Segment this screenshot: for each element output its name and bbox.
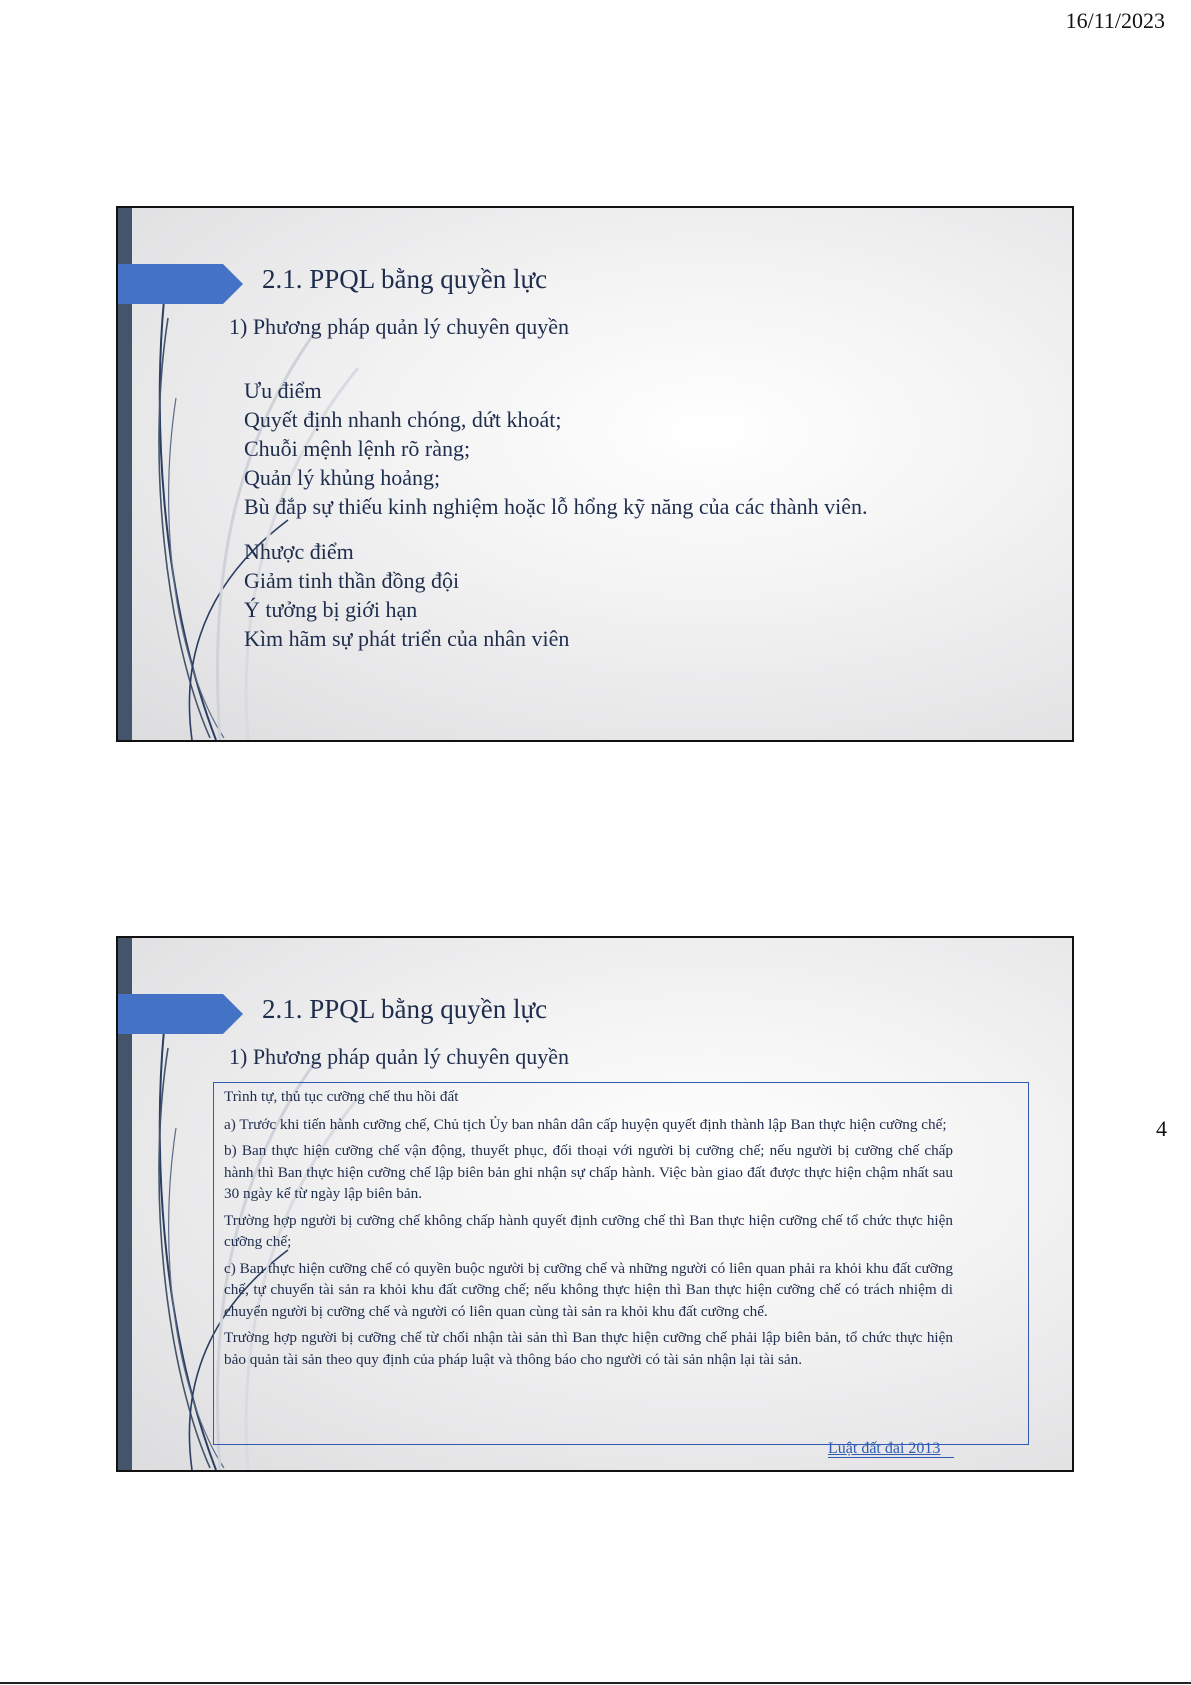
advantage-item: Chuỗi mệnh lệnh rõ ràng;: [244, 436, 471, 461]
disadvantage-item: Giảm tinh thần đồng đội: [244, 568, 460, 593]
procedure-title: Trình tự, thủ tục cưỡng chế thu hồi đất: [224, 1088, 459, 1105]
pros-cons-list: [244, 376, 1034, 653]
advantage-item: Quyết định nhanh chóng, dứt khoát;: [244, 407, 562, 432]
title-arrow-tab: [118, 994, 243, 1034]
advantages-heading: Ưu điểm: [244, 378, 322, 403]
title-arrow-tab: [118, 264, 243, 304]
slide-authority-pros-cons: [116, 206, 1074, 742]
slide-title: 2.1. PPQL bằng quyền lực: [262, 264, 548, 294]
disadvantage-item: Kìm hãm sự phát triển của nhân viên: [244, 626, 570, 651]
slide-enforcement-procedure: [116, 936, 1074, 1472]
page-number: 4: [1156, 1116, 1167, 1141]
bottom-rule: [0, 1682, 1191, 1684]
slide-title: 2.1. PPQL bằng quyền lực: [262, 994, 548, 1024]
disadvantage-item: Ý tưởng bị giới hạn: [244, 597, 418, 622]
procedure-paragraph: c) Ban thực hiện cưỡng chế có quyền buộc người bị cưỡng chế và những người có liên quan phải ra khỏi khu đất cưỡng chế, tự chuyển tài sản ra khỏi khu đất cưỡng chế; nếu không thực hiện thì Ban thực hiện cưỡng chế có trách nhiệm di chuyển người bị cưỡng chế và người có liên quan cùng tài sản ra khỏi khu đất cưỡng chế.: [224, 1259, 953, 1320]
advantage-item: Quản lý khủng hoảng;: [244, 465, 441, 490]
procedure-paragraph: b) Ban thực hiện cưỡng chế vận động, thuyết phục, đối thoại với người bị cưỡng chế; nếu người bị cưỡng chế chấp hành thì Ban thực hiện cưỡng chế lập biên bản ghi nhận sự chấp hành. Việc bàn giao đất được thực hiện chậm nhất sau 30 ngày kể từ ngày lập biên bản.: [224, 1142, 953, 1202]
slide-subtitle: 1) Phương pháp quản lý chuyên quyền: [229, 1044, 570, 1069]
page-date: 16/11/2023: [1065, 8, 1165, 33]
procedure-paragraph: a) Trước khi tiến hành cưỡng chế, Chủ tịch Ủy ban nhân dân cấp huyện quyết định thành lập Ban thực hiện cưỡng chế;: [224, 1115, 947, 1133]
source-link[interactable]: Luật đất đai 2013: [828, 1440, 954, 1458]
procedure-paragraph: Trường hợp người bị cưỡng chế không chấp hành quyết định cưỡng chế thì Ban thực hiện cưỡng chế tổ chức thực hiện cưỡng chế;: [224, 1211, 953, 1250]
slide-subtitle: 1) Phương pháp quản lý chuyên quyền: [229, 314, 570, 339]
advantage-item: Bù đắp sự thiếu kinh nghiệm hoặc lỗ hổng kỹ năng của các thành viên.: [244, 494, 868, 519]
procedure-text-box: [213, 1082, 1029, 1445]
disadvantages-heading: Nhược điểm: [244, 539, 354, 564]
procedure-paragraph: Trường hợp người bị cưỡng chế từ chối nhận tài sản thì Ban thực hiện cưỡng chế phải lập biên bản, tổ chức thực hiện bảo quản tài sản theo quy định của pháp luật và thông báo cho người có tài sản nhận lại tài sản.: [224, 1329, 953, 1368]
